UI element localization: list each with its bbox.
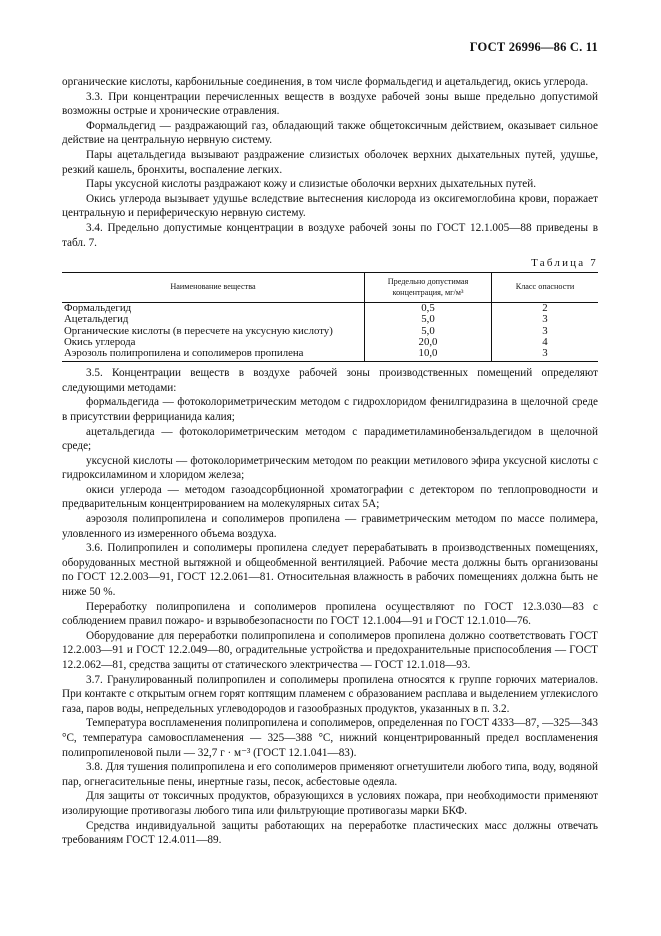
paragraph: 3.6. Полипропилен и сополимеры пропилена следует перерабатывать в производственных помещениях, оборудованных местной вытяжной и общеобменной вентиляцией. Рабочие места должны быть организованы по ГОСТ 12.2.003—91, ГОСТ 12.2.061—81. Относительная влажность в рабочих помещениях должна быть не ниже 50 %. <box>62 542 598 599</box>
cell-concentration: 5,0 <box>365 326 492 337</box>
paragraph: окиси углерода — методом газоадсорбционной хроматографии с детектором по теплопроводности и предварительным концентрированием на молекулярных ситах 5А; <box>62 483 598 511</box>
paragraph: 3.4. Предельно допустимые концентрации в воздухе рабочей зоны по ГОСТ 12.1.005—88 приведены в табл. 7. <box>62 221 598 249</box>
paragraph: Формальдегид — раздражающий газ, обладающий также общетоксичным действием, оказывает сильное действие на центральную нервную систему. <box>62 119 598 147</box>
cell-concentration: 10,0 <box>365 348 492 362</box>
column-header-hazard-class: Класс опасности <box>492 273 599 303</box>
paragraph: Окись углерода вызывает удушье вследствие вытеснения кислорода из оксигемоглобина крови, поражает центральную и периферическую нервную систему. <box>62 192 598 220</box>
table-row <box>62 326 598 337</box>
cell-hazard-class: 4 <box>542 335 548 348</box>
cell-concentration: 0,5 <box>365 303 492 315</box>
paragraph: Переработку полипропилена и сополимеров пропилена осуществляют по ГОСТ 12.3.030—83 с соблюдением правил пожаро- и взрывобезопасности по ГОСТ 12.1.004—91 и ГОСТ 12.1.010—76. <box>62 600 598 628</box>
paragraph: формальдегида — фотоколориметрическим методом с гидрохлоридом фенилгидразина в щелочной среде в присутствии феррицианида калия; <box>62 396 598 423</box>
cell-substance: Формальдегид <box>62 303 365 315</box>
top-paragraphs <box>62 75 598 250</box>
document-page <box>62 40 598 848</box>
table-body <box>62 303 598 362</box>
cell-hazard-class: 3 <box>492 348 599 362</box>
cell-substance: Аэрозоль полипропилена и сополимеров пропилена <box>62 348 365 362</box>
cell-hazard-class: 2 <box>542 302 548 315</box>
page-header: ГОСТ 26996—86 С. 11 <box>469 40 598 54</box>
cell-hazard-class: 3 <box>542 324 548 337</box>
cell-concentration: 5,0 <box>365 314 492 325</box>
table-caption: Таблица 7 <box>531 257 598 270</box>
cell-hazard-class: 3 <box>542 313 548 326</box>
paragraph: Пары уксусной кислоты раздражают кожу и слизистые оболочки верхних дыхательных путей. <box>86 178 537 191</box>
paragraph: ацетальдегида — фотоколориметрическим методом с парадиметиламинобензальдегидом в щелочной среде; <box>62 425 598 453</box>
table-row <box>62 303 598 315</box>
column-header-concentration: Предельно допустимая концентрация, мг/м³ <box>365 273 492 303</box>
cell-substance: Окись углерода <box>62 337 365 348</box>
paragraph: уксусной кислоты — фотоколориметрическим методом по реакции метилового эфира уксусной кислоты с гидроксиламином и хлоридом железа; <box>62 454 598 482</box>
table-row <box>62 348 598 362</box>
paragraph: органические кислоты, карбонильные соединения, в том числе формальдегид и ацетальдегид, окись углерода. <box>62 76 589 88</box>
column-header-substance: Наименование вещества <box>62 273 365 303</box>
paragraph: 3.5. Концентрации веществ в воздухе рабочей зоны производственных помещений определяют следующими методами: <box>62 367 598 394</box>
paragraph: аэрозоля полипропилена и сополимеров пропилена — гравиметрическим методом по массе полимера, уловленного из измеренного объема воздуха. <box>62 513 598 540</box>
paragraph: 3.8. Для тушения полипропилена и его сополимеров применяют огнетушители любого типа, воду, водяной пар, огнегасительные пены, инертные газы, песок, асбестовые одеяла. <box>62 761 598 788</box>
table-header-row <box>62 273 598 303</box>
table-row <box>62 314 598 325</box>
cell-concentration: 20,0 <box>365 337 492 348</box>
substances-table <box>62 272 598 362</box>
paragraph: Для защиты от токсичных продуктов, образующихся в условиях пожара, при необходимости применяют изолирующие противогазы любого типа или фильтрующие противогазы марки БКФ. <box>62 790 598 817</box>
paragraph: Температура воспламенения полипропилена и сополимеров, определенная по ГОСТ 4333—87, —325—343 °С, температура самовоспламенения — 325—388 °С, нижний концентрированный предел воспламенения полипропиленовой пыли — 32,7 г · м⁻³ (ГОСТ 12.1.041—83). <box>62 717 599 759</box>
paragraph: 3.3. При концентрации перечисленных веществ в воздухе рабочей зоны выше предельно допустимой возможны острые и хронические отравления. <box>62 90 598 118</box>
bottom-paragraphs <box>62 366 598 848</box>
cell-substance: Органические кислоты (в пересчете на уксусную кислоту) <box>62 326 365 337</box>
paragraph: 3.7. Гранулированный полипропилен и сополимеры пропилена относятся к группе горючих материалов. При контакте с открытым огнем горят коптящим пламенем с образованием расплава и выделением углекислого газа, паров воды, непредельных углеводородов и газообразных продуктов, указанных в п. 3.2. <box>62 673 598 715</box>
cell-substance: Ацетальдегид <box>62 314 365 325</box>
paragraph: Оборудование для переработки полипропилена и сополимеров пропилена должно соответствовать ГОСТ 12.2.003—91 и ГОСТ 12.2.049—80, оградительные устройства и предохранительные приспособления — ГОСТ 12.2.062—81, средства защиты от статического электричества — ГОСТ 12.1.018—93. <box>62 629 598 672</box>
paragraph: Средства индивидуальной защиты работающих на переработке пластических масс должны отвечать требованиям ГОСТ 12.4.011—89. <box>62 819 598 847</box>
paragraph: Пары ацетальдегида вызывают раздражение слизистых оболочек верхних дыхательных путей, удушье, резкий кашель, бронхиты, воспаление легких. <box>62 148 598 176</box>
